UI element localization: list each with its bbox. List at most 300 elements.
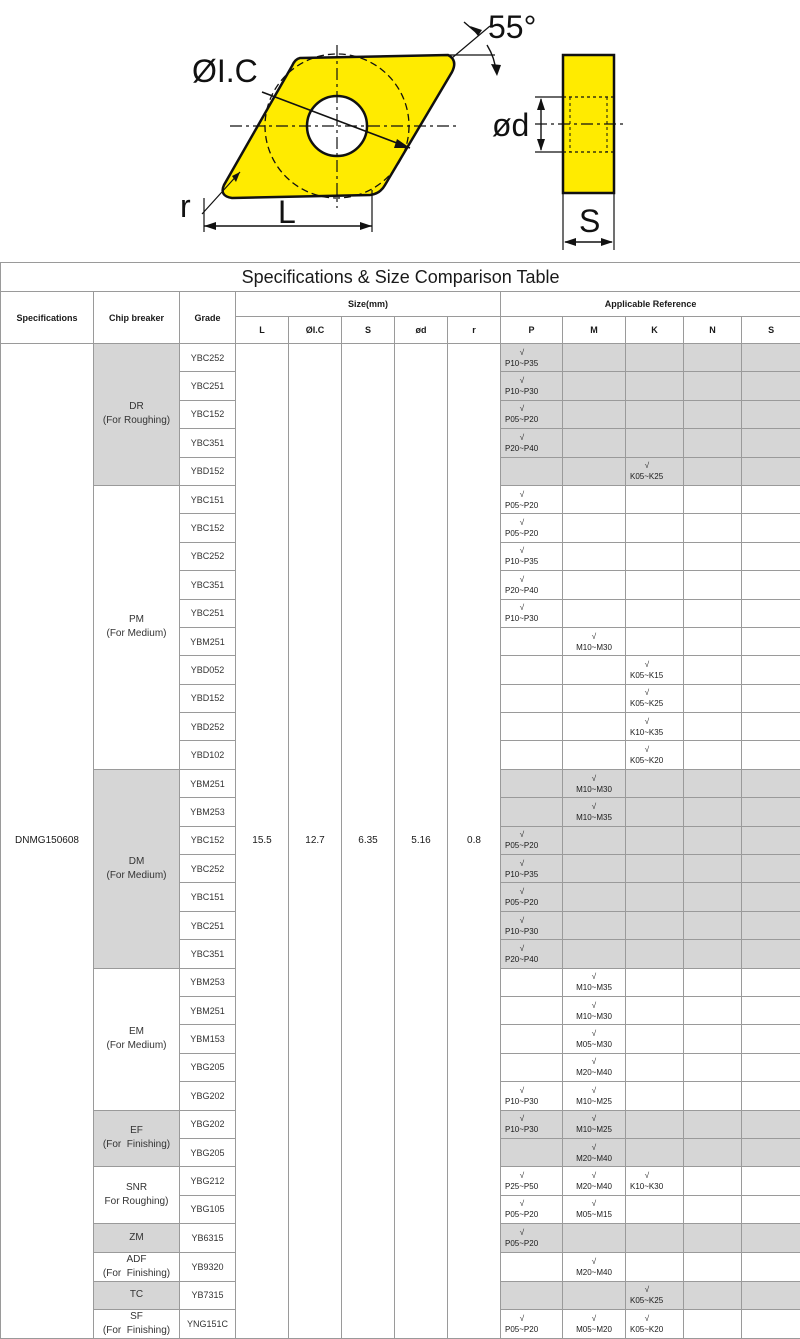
ref-range: M10~M35 bbox=[563, 982, 625, 993]
ref-m-cell bbox=[563, 400, 626, 428]
ref-n-cell bbox=[684, 1053, 742, 1081]
ref-n-cell bbox=[684, 599, 742, 627]
ref-range: P10~P35 bbox=[505, 358, 562, 369]
ref-m-cell bbox=[563, 372, 626, 400]
ref-p-cell bbox=[501, 627, 563, 655]
ref-range: P05~P20 bbox=[505, 1324, 562, 1335]
ref-p-cell bbox=[501, 1309, 563, 1338]
ref-s-cell bbox=[742, 769, 800, 797]
check-mark: √ bbox=[563, 1313, 625, 1324]
ref-k-cell bbox=[626, 911, 684, 939]
check-mark: √ bbox=[505, 915, 539, 926]
ref-range: M10~M30 bbox=[563, 1011, 625, 1022]
ref-k-cell bbox=[626, 457, 684, 485]
chip-breaker-cell: ZM bbox=[94, 1224, 180, 1252]
ref-k-cell bbox=[626, 968, 684, 996]
ref-k-cell bbox=[626, 1309, 684, 1338]
ref-s-cell bbox=[742, 1252, 800, 1281]
ref-p-cell bbox=[501, 429, 563, 457]
ref-range: P20~P40 bbox=[505, 443, 562, 454]
header-size-ic: ØI.C bbox=[289, 317, 342, 344]
ref-p-cell bbox=[501, 514, 563, 542]
ref-n-cell bbox=[684, 1281, 742, 1309]
ref-p-cell bbox=[501, 1224, 563, 1252]
size-l-cell: 15.5 bbox=[236, 344, 289, 1339]
ref-s-cell bbox=[742, 542, 800, 570]
ref-n-cell bbox=[684, 996, 742, 1024]
ref-m-cell bbox=[563, 1309, 626, 1338]
check-mark: √ bbox=[630, 716, 664, 727]
ref-p-cell bbox=[501, 1110, 563, 1138]
ref-k-cell bbox=[626, 485, 684, 513]
ref-s-cell bbox=[742, 372, 800, 400]
ref-s-cell bbox=[742, 1110, 800, 1138]
ref-m-cell bbox=[563, 1110, 626, 1138]
ref-p-cell bbox=[501, 344, 563, 372]
ref-k-cell bbox=[626, 1195, 684, 1223]
ref-k-cell bbox=[626, 1110, 684, 1138]
check-mark: √ bbox=[563, 773, 625, 784]
size-r-cell: 0.8 bbox=[448, 344, 501, 1339]
ref-range: P05~P20 bbox=[505, 500, 562, 511]
grade-cell: YBC252 bbox=[180, 542, 236, 570]
ref-p-cell bbox=[501, 940, 563, 968]
ref-range: P10~P30 bbox=[505, 926, 562, 937]
check-mark: √ bbox=[505, 829, 539, 840]
ref-k-cell bbox=[626, 769, 684, 797]
ref-p-cell bbox=[501, 1025, 563, 1053]
ref-k-cell bbox=[626, 1082, 684, 1110]
ref-range: P25~P50 bbox=[505, 1181, 562, 1192]
check-mark: √ bbox=[563, 971, 625, 982]
ref-range: K05~K20 bbox=[630, 1324, 683, 1335]
header-ref-n: N bbox=[684, 317, 742, 344]
grade-cell: YNG151C bbox=[180, 1309, 236, 1338]
ref-s-cell bbox=[742, 826, 800, 854]
check-mark: √ bbox=[505, 1113, 539, 1124]
grade-cell: YBC351 bbox=[180, 940, 236, 968]
check-mark: √ bbox=[563, 1113, 625, 1124]
ref-m-cell bbox=[563, 1082, 626, 1110]
ref-n-cell bbox=[684, 968, 742, 996]
ref-m-cell bbox=[563, 656, 626, 684]
ref-n-cell bbox=[684, 911, 742, 939]
check-mark: √ bbox=[563, 1198, 625, 1209]
check-mark: √ bbox=[505, 347, 539, 358]
ref-n-cell bbox=[684, 485, 742, 513]
grade-cell: YBC252 bbox=[180, 855, 236, 883]
check-mark: √ bbox=[505, 858, 539, 869]
ref-range: P05~P20 bbox=[505, 1209, 562, 1220]
chip-breaker-cell: SF (For Finishing) bbox=[94, 1309, 180, 1338]
ref-s-cell bbox=[742, 713, 800, 741]
ref-m-cell bbox=[563, 1252, 626, 1281]
ref-p-cell bbox=[501, 1252, 563, 1281]
ref-p-cell bbox=[501, 1082, 563, 1110]
ref-n-cell bbox=[684, 1252, 742, 1281]
ref-range: P20~P40 bbox=[505, 585, 562, 596]
ref-s-cell bbox=[742, 571, 800, 599]
grade-cell: YBC351 bbox=[180, 429, 236, 457]
ref-p-cell bbox=[501, 485, 563, 513]
ref-m-cell bbox=[563, 1224, 626, 1252]
d-label: ød bbox=[492, 107, 529, 143]
ref-n-cell bbox=[684, 400, 742, 428]
ref-s-cell bbox=[742, 400, 800, 428]
ref-range: K05~K25 bbox=[630, 1295, 683, 1306]
header-specifications: Specifications bbox=[1, 292, 94, 344]
ref-s-cell bbox=[742, 996, 800, 1024]
check-mark: √ bbox=[505, 1227, 539, 1238]
check-mark: √ bbox=[630, 687, 664, 698]
insert-diagram bbox=[0, 0, 800, 262]
ref-m-cell bbox=[563, 1025, 626, 1053]
ref-m-cell bbox=[563, 1138, 626, 1166]
ref-s-cell bbox=[742, 883, 800, 911]
ref-s-cell bbox=[742, 1053, 800, 1081]
ref-k-cell bbox=[626, 1281, 684, 1309]
check-mark: √ bbox=[563, 1000, 625, 1011]
ref-range: M20~M40 bbox=[563, 1267, 625, 1278]
ref-s-cell bbox=[742, 457, 800, 485]
ref-n-cell bbox=[684, 713, 742, 741]
ref-k-cell bbox=[626, 940, 684, 968]
ref-p-cell bbox=[501, 741, 563, 769]
ref-p-cell bbox=[501, 911, 563, 939]
ref-k-cell bbox=[626, 599, 684, 627]
ref-range: P10~P30 bbox=[505, 1124, 562, 1135]
ref-k-cell bbox=[626, 883, 684, 911]
ref-range: P10~P30 bbox=[505, 386, 562, 397]
ref-range: K05~K15 bbox=[630, 670, 683, 681]
ref-s-cell bbox=[742, 514, 800, 542]
ref-range: P10~P35 bbox=[505, 556, 562, 567]
grade-cell: YBG202 bbox=[180, 1110, 236, 1138]
ref-n-cell bbox=[684, 344, 742, 372]
ref-s-cell bbox=[742, 1309, 800, 1338]
chip-breaker-cell: TC bbox=[94, 1281, 180, 1309]
grade-cell: YBG205 bbox=[180, 1053, 236, 1081]
check-mark: √ bbox=[563, 1028, 625, 1039]
ref-s-cell bbox=[742, 911, 800, 939]
ref-s-cell bbox=[742, 429, 800, 457]
r-label: r bbox=[180, 188, 191, 224]
grade-cell: YBM253 bbox=[180, 968, 236, 996]
ref-p-cell bbox=[501, 542, 563, 570]
grade-cell: YBC152 bbox=[180, 400, 236, 428]
ref-m-cell bbox=[563, 627, 626, 655]
chip-breaker-cell: PM (For Medium) bbox=[94, 485, 180, 769]
ref-n-cell bbox=[684, 1167, 742, 1195]
ref-k-cell bbox=[626, 429, 684, 457]
ref-m-cell bbox=[563, 940, 626, 968]
ref-p-cell bbox=[501, 798, 563, 826]
ref-m-cell bbox=[563, 883, 626, 911]
ref-m-cell bbox=[563, 571, 626, 599]
ref-p-cell bbox=[501, 599, 563, 627]
ref-p-cell bbox=[501, 1195, 563, 1223]
size-d-cell: 5.16 bbox=[395, 344, 448, 1339]
ref-m-cell bbox=[563, 684, 626, 712]
ref-n-cell bbox=[684, 429, 742, 457]
ref-range: K05~K25 bbox=[630, 471, 683, 482]
ref-s-cell bbox=[742, 1224, 800, 1252]
chip-breaker-cell: SNR For Roughing) bbox=[94, 1167, 180, 1224]
ref-k-cell bbox=[626, 713, 684, 741]
chip-breaker-cell: ADF (For Finishing) bbox=[94, 1252, 180, 1281]
ref-k-cell bbox=[626, 514, 684, 542]
header-ref-s: S bbox=[742, 317, 800, 344]
chip-breaker-cell: DM (For Medium) bbox=[94, 769, 180, 968]
grade-cell: YBC252 bbox=[180, 344, 236, 372]
ref-p-cell bbox=[501, 968, 563, 996]
grade-cell: YBD052 bbox=[180, 656, 236, 684]
ref-n-cell bbox=[684, 940, 742, 968]
grade-cell: YBD152 bbox=[180, 457, 236, 485]
check-mark: √ bbox=[505, 602, 539, 613]
ref-k-cell bbox=[626, 1252, 684, 1281]
grade-cell: YBM251 bbox=[180, 627, 236, 655]
angle-label: 55° bbox=[488, 9, 536, 45]
ref-range: M20~M40 bbox=[563, 1067, 625, 1078]
header-chip-breaker: Chip breaker bbox=[94, 292, 180, 344]
ref-p-cell bbox=[501, 1281, 563, 1309]
grade-cell: YBM251 bbox=[180, 996, 236, 1024]
check-mark: √ bbox=[563, 1142, 625, 1153]
check-mark: √ bbox=[505, 1170, 539, 1181]
ref-n-cell bbox=[684, 684, 742, 712]
grade-cell: YBD152 bbox=[180, 684, 236, 712]
ref-range: K05~K20 bbox=[630, 755, 683, 766]
check-mark: √ bbox=[505, 1313, 539, 1324]
ref-k-cell bbox=[626, 1053, 684, 1081]
ref-k-cell bbox=[626, 344, 684, 372]
ref-k-cell bbox=[626, 1138, 684, 1166]
ref-s-cell bbox=[742, 1025, 800, 1053]
s-label: S bbox=[579, 203, 600, 239]
grade-cell: YBM251 bbox=[180, 769, 236, 797]
ref-k-cell bbox=[626, 656, 684, 684]
grade-cell: YBC351 bbox=[180, 571, 236, 599]
ref-p-cell bbox=[501, 571, 563, 599]
grade-cell: YBD252 bbox=[180, 713, 236, 741]
ref-n-cell bbox=[684, 627, 742, 655]
grade-cell: YBC151 bbox=[180, 883, 236, 911]
grade-cell: YBM153 bbox=[180, 1025, 236, 1053]
ref-range: M20~M40 bbox=[563, 1153, 625, 1164]
ref-n-cell bbox=[684, 1224, 742, 1252]
size-ic-cell: 12.7 bbox=[289, 344, 342, 1339]
check-mark: √ bbox=[630, 659, 664, 670]
ref-n-cell bbox=[684, 457, 742, 485]
ref-n-cell bbox=[684, 372, 742, 400]
grade-cell: YBM253 bbox=[180, 798, 236, 826]
ref-m-cell bbox=[563, 485, 626, 513]
ref-p-cell bbox=[501, 400, 563, 428]
header-grade: Grade bbox=[180, 292, 236, 344]
check-mark: √ bbox=[563, 1085, 625, 1096]
header-ref-p: P bbox=[501, 317, 563, 344]
ref-range: M10~M25 bbox=[563, 1124, 625, 1135]
header-ref-m: M bbox=[563, 317, 626, 344]
ref-k-cell bbox=[626, 1025, 684, 1053]
ref-range: M10~M35 bbox=[563, 812, 625, 823]
ref-m-cell bbox=[563, 344, 626, 372]
ref-k-cell bbox=[626, 372, 684, 400]
check-mark: √ bbox=[505, 375, 539, 386]
ref-range: P10~P30 bbox=[505, 613, 562, 624]
grade-cell: YBD102 bbox=[180, 741, 236, 769]
header-size-s: S bbox=[342, 317, 395, 344]
spec-table bbox=[0, 262, 800, 1339]
grade-cell: YBG205 bbox=[180, 1138, 236, 1166]
ref-m-cell bbox=[563, 911, 626, 939]
ref-m-cell bbox=[563, 1281, 626, 1309]
check-mark: √ bbox=[563, 801, 625, 812]
ref-m-cell bbox=[563, 1167, 626, 1195]
ref-p-cell bbox=[501, 769, 563, 797]
ref-k-cell bbox=[626, 400, 684, 428]
ref-n-cell bbox=[684, 542, 742, 570]
ref-s-cell bbox=[742, 656, 800, 684]
ref-range: P05~P20 bbox=[505, 897, 562, 908]
grade-cell: YBG212 bbox=[180, 1167, 236, 1195]
ref-p-cell bbox=[501, 1053, 563, 1081]
check-mark: √ bbox=[505, 1085, 539, 1096]
ref-range: M05~M20 bbox=[563, 1324, 625, 1335]
ref-range: P20~P40 bbox=[505, 954, 562, 965]
check-mark: √ bbox=[630, 460, 664, 471]
ref-p-cell bbox=[501, 996, 563, 1024]
ref-k-cell bbox=[626, 826, 684, 854]
ref-k-cell bbox=[626, 1224, 684, 1252]
ref-s-cell bbox=[742, 968, 800, 996]
ref-p-cell bbox=[501, 457, 563, 485]
ref-k-cell bbox=[626, 996, 684, 1024]
check-mark: √ bbox=[630, 1284, 664, 1295]
ref-s-cell bbox=[742, 1138, 800, 1166]
size-s-cell: 6.35 bbox=[342, 344, 395, 1339]
ref-k-cell bbox=[626, 741, 684, 769]
ref-s-cell bbox=[742, 344, 800, 372]
chip-breaker-cell: EF (For Finishing) bbox=[94, 1110, 180, 1167]
ref-p-cell bbox=[501, 855, 563, 883]
ref-range: M05~M30 bbox=[563, 1039, 625, 1050]
ref-n-cell bbox=[684, 826, 742, 854]
ref-s-cell bbox=[742, 1167, 800, 1195]
ref-s-cell bbox=[742, 627, 800, 655]
ref-m-cell bbox=[563, 457, 626, 485]
ref-range: K10~K35 bbox=[630, 727, 683, 738]
ref-m-cell bbox=[563, 542, 626, 570]
ref-m-cell bbox=[563, 769, 626, 797]
header-ref-group: Applicable Reference bbox=[501, 292, 800, 317]
ref-n-cell bbox=[684, 1110, 742, 1138]
ref-n-cell bbox=[684, 1082, 742, 1110]
ref-s-cell bbox=[742, 684, 800, 712]
header-ref-k: K bbox=[626, 317, 684, 344]
ref-m-cell bbox=[563, 798, 626, 826]
ref-range: K05~K25 bbox=[630, 698, 683, 709]
grade-cell: YBC151 bbox=[180, 485, 236, 513]
grade-cell: YBC251 bbox=[180, 599, 236, 627]
grade-cell: YBC251 bbox=[180, 372, 236, 400]
ref-range: M10~M25 bbox=[563, 1096, 625, 1107]
ref-n-cell bbox=[684, 741, 742, 769]
ref-n-cell bbox=[684, 1195, 742, 1223]
header-size-l: L bbox=[236, 317, 289, 344]
check-mark: √ bbox=[563, 631, 625, 642]
ref-m-cell bbox=[563, 855, 626, 883]
check-mark: √ bbox=[563, 1170, 625, 1181]
ref-m-cell bbox=[563, 968, 626, 996]
grade-cell: YBC152 bbox=[180, 514, 236, 542]
ref-s-cell bbox=[742, 1281, 800, 1309]
grade-cell: YBG105 bbox=[180, 1195, 236, 1223]
grade-cell: YB7315 bbox=[180, 1281, 236, 1309]
ref-k-cell bbox=[626, 571, 684, 599]
check-mark: √ bbox=[505, 943, 539, 954]
ref-s-cell bbox=[742, 599, 800, 627]
ref-k-cell bbox=[626, 1167, 684, 1195]
ref-p-cell bbox=[501, 1138, 563, 1166]
check-mark: √ bbox=[563, 1256, 625, 1267]
ref-n-cell bbox=[684, 1138, 742, 1166]
ref-m-cell bbox=[563, 599, 626, 627]
ref-p-cell bbox=[501, 656, 563, 684]
ref-n-cell bbox=[684, 1309, 742, 1338]
grade-cell: YB6315 bbox=[180, 1224, 236, 1252]
ref-m-cell bbox=[563, 713, 626, 741]
ref-m-cell bbox=[563, 1195, 626, 1223]
ref-n-cell bbox=[684, 855, 742, 883]
ref-range: K10~K30 bbox=[630, 1181, 683, 1192]
check-mark: √ bbox=[505, 489, 539, 500]
ref-range: P05~P20 bbox=[505, 840, 562, 851]
ref-n-cell bbox=[684, 514, 742, 542]
ref-range: P05~P20 bbox=[505, 414, 562, 425]
ref-n-cell bbox=[684, 769, 742, 797]
ref-p-cell bbox=[501, 1167, 563, 1195]
header-size-group: Size(mm) bbox=[236, 292, 501, 317]
ref-range: M10~M30 bbox=[563, 642, 625, 653]
check-mark: √ bbox=[505, 574, 539, 585]
table-caption: Specifications & Size Comparison Table bbox=[1, 263, 800, 292]
ref-s-cell bbox=[742, 855, 800, 883]
ref-m-cell bbox=[563, 996, 626, 1024]
ref-range: M20~M40 bbox=[563, 1181, 625, 1192]
ref-m-cell bbox=[563, 1053, 626, 1081]
ref-m-cell bbox=[563, 429, 626, 457]
ref-k-cell bbox=[626, 855, 684, 883]
ref-s-cell bbox=[742, 1082, 800, 1110]
ref-n-cell bbox=[684, 883, 742, 911]
check-mark: √ bbox=[505, 545, 539, 556]
specification-cell: DNMG150608 bbox=[1, 344, 94, 1339]
ref-k-cell bbox=[626, 627, 684, 655]
ref-range: P05~P20 bbox=[505, 1238, 562, 1249]
ref-s-cell bbox=[742, 798, 800, 826]
table-row bbox=[1, 344, 800, 372]
grade-cell: YBC251 bbox=[180, 911, 236, 939]
ref-n-cell bbox=[684, 1025, 742, 1053]
check-mark: √ bbox=[505, 432, 539, 443]
ref-range: P10~P35 bbox=[505, 869, 562, 880]
ref-p-cell bbox=[501, 883, 563, 911]
ref-p-cell bbox=[501, 713, 563, 741]
ref-s-cell bbox=[742, 940, 800, 968]
ref-m-cell bbox=[563, 741, 626, 769]
